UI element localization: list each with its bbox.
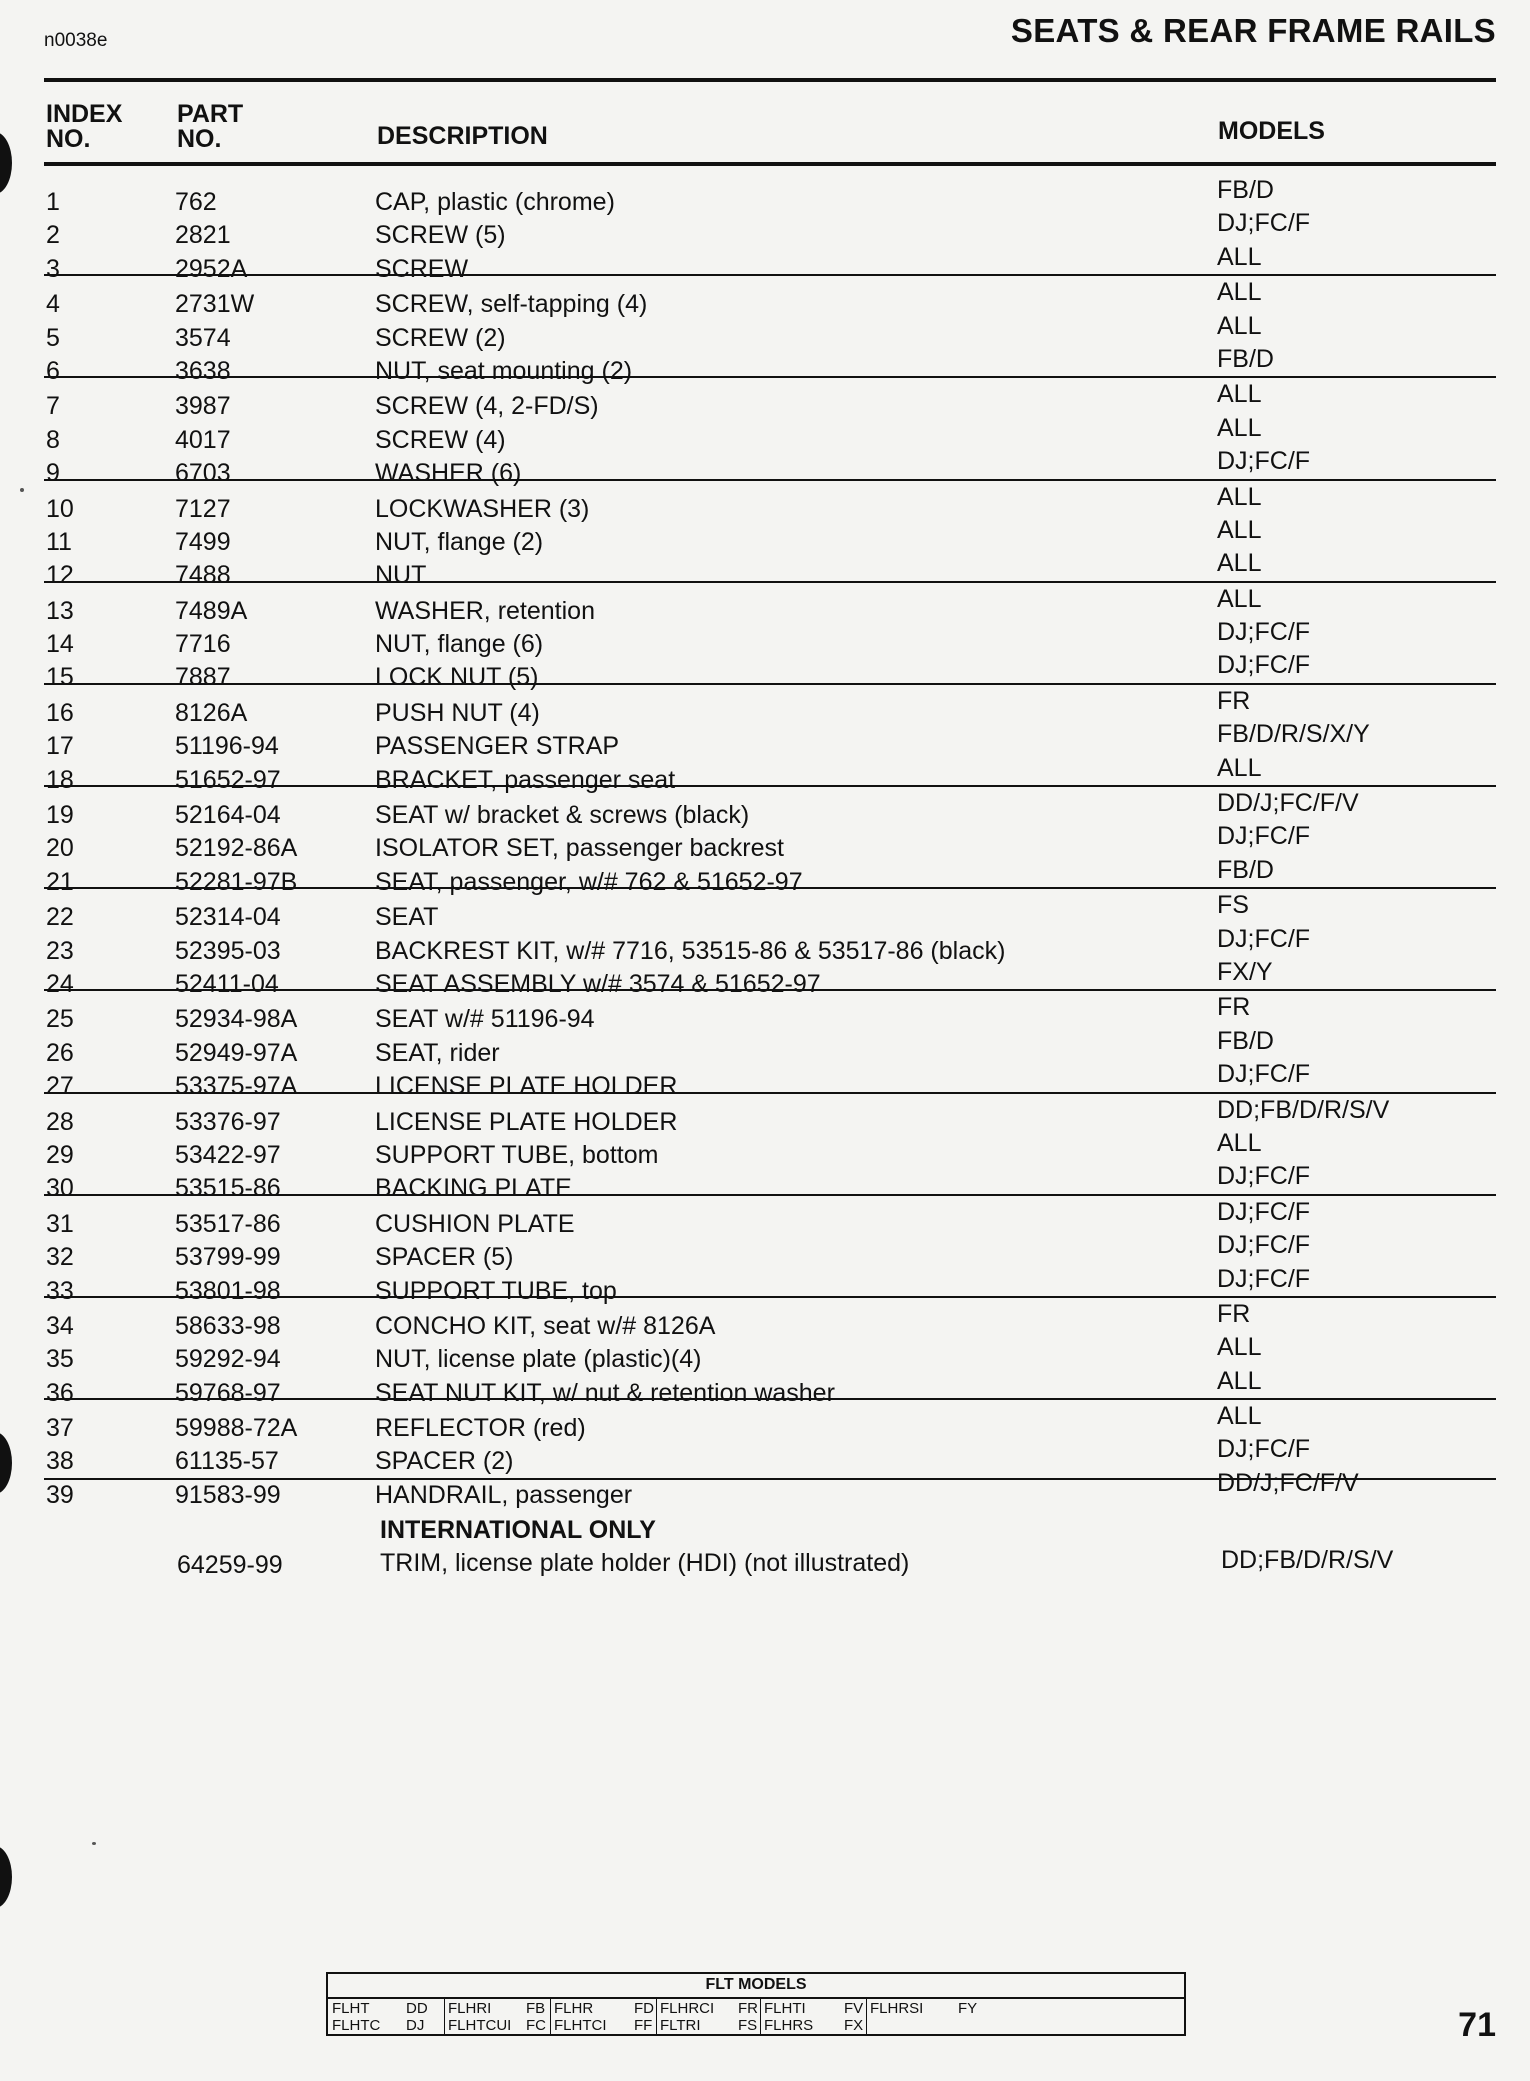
row-models: ALL xyxy=(1217,278,1262,307)
legend-column-divider xyxy=(656,1997,657,2034)
row-models: FX/Y xyxy=(1217,957,1273,986)
row-models: FB/D xyxy=(1217,1026,1274,1055)
row-description: SEAT xyxy=(375,903,439,932)
row-description: SEAT w/# 51196-94 xyxy=(375,1005,595,1034)
row-index: 29 xyxy=(46,1140,74,1169)
row-index: 24 xyxy=(46,969,74,998)
row-index: 22 xyxy=(46,903,74,932)
row-part-number: 7127 xyxy=(175,494,231,523)
row-part-number: 8126A xyxy=(175,698,248,727)
row-models: ALL xyxy=(1217,242,1262,271)
legend-model-code: DJ xyxy=(406,2017,425,2034)
table-row xyxy=(44,1092,1496,1136)
row-models: FR xyxy=(1217,993,1251,1022)
row-index: 3 xyxy=(46,254,60,283)
table-row xyxy=(44,820,1496,863)
international-heading: INTERNATIONAL ONLY xyxy=(380,1516,656,1544)
row-index: 9 xyxy=(46,459,60,488)
table-row xyxy=(44,1229,1496,1272)
row-description: CAP, plastic (chrome) xyxy=(375,188,615,216)
row-index: 8 xyxy=(46,425,60,454)
row-description: ISOLATOR SET, passenger backrest xyxy=(375,834,784,863)
table-row xyxy=(44,887,1496,932)
row-part-number: 59988-72A xyxy=(175,1414,298,1443)
row-part-number: 3574 xyxy=(175,323,231,352)
legend-model-code: FB xyxy=(526,2000,546,2017)
row-part-number: 59292-94 xyxy=(175,1345,281,1374)
row-part-number: 53422-97 xyxy=(175,1140,281,1169)
row-description: CONCHO KIT, seat w/# 8126A xyxy=(375,1311,716,1340)
row-part-number: 762 xyxy=(175,188,217,216)
row-models: FB/D xyxy=(1217,855,1274,884)
row-models: ALL xyxy=(1217,1128,1262,1157)
row-index: 32 xyxy=(46,1243,74,1272)
row-models: DJ;FC/F xyxy=(1217,924,1311,953)
row-models: ALL xyxy=(1217,1333,1262,1362)
table-row xyxy=(44,547,1496,590)
row-part-number: 7489A xyxy=(175,596,248,625)
row-models: ALL xyxy=(1217,380,1262,409)
row-part-number: 52164-04 xyxy=(175,801,281,830)
row-models: DJ;FC/F xyxy=(1217,1197,1311,1226)
row-index: 5 xyxy=(46,323,60,352)
row-part-number: 4017 xyxy=(175,425,231,454)
table-row xyxy=(44,412,1496,454)
speck xyxy=(20,488,24,492)
row-part-number: 52192-86A xyxy=(175,834,298,863)
row-models: DD;FB/D/R/S/V xyxy=(1217,1095,1390,1124)
legend-model-name: FLHTCUI xyxy=(448,2017,512,2034)
row-part-number: 7716 xyxy=(175,630,231,659)
row-description: SCREW (4) xyxy=(375,425,506,454)
row-index: 11 xyxy=(46,527,72,556)
table-row xyxy=(44,1194,1496,1238)
row-description: SEAT w/ bracket & screws (black) xyxy=(375,801,750,830)
row-part-number: 51652-97 xyxy=(175,765,281,794)
row-description: SCREW, self-tapping (4) xyxy=(375,290,648,319)
legend-model-code: FS xyxy=(738,2017,758,2034)
table-end-rule xyxy=(44,1478,1496,1480)
row-models: DJ;FC/F xyxy=(1217,1060,1311,1089)
row-description: SCREW (2) xyxy=(375,323,506,352)
row-description: SCREW (5) xyxy=(375,221,506,250)
row-index: 21 xyxy=(46,867,74,896)
row-description: SUPPORT TUBE, bottom xyxy=(375,1140,659,1169)
row-models: DJ;FC/F xyxy=(1217,209,1311,238)
row-description: NUT xyxy=(375,561,427,590)
row-description: LICENSE PLATE HOLDER xyxy=(375,1107,678,1136)
table-row xyxy=(44,956,1496,998)
legend-model-code: FV xyxy=(844,2000,864,2017)
row-models: DJ;FC/F xyxy=(1217,1162,1311,1191)
row-models: DD/J;FC/F/V xyxy=(1217,1468,1359,1497)
row-index: 37 xyxy=(46,1414,74,1443)
legend-column-divider xyxy=(866,1997,867,2034)
row-part-number: 3987 xyxy=(175,392,231,421)
legend-model-name: FLHR xyxy=(554,2000,594,2017)
table-row xyxy=(44,752,1496,794)
binder-hole xyxy=(0,1846,12,1908)
row-index: 15 xyxy=(46,663,74,692)
flt-models-legend xyxy=(326,1972,1186,2036)
row-part-number: 53517-86 xyxy=(175,1209,281,1238)
row-part-number: 6703 xyxy=(175,459,231,488)
row-index: 16 xyxy=(46,698,74,727)
row-part-number: 52949-97A xyxy=(175,1038,298,1067)
legend-model-name: FLHTCI xyxy=(554,2017,607,2034)
table-row xyxy=(44,174,1496,216)
row-part-number: 7488 xyxy=(175,561,231,590)
table-row xyxy=(44,310,1496,352)
table-row xyxy=(44,1263,1496,1305)
table-row xyxy=(44,445,1496,488)
row-models: FB/D/R/S/X/Y xyxy=(1217,720,1370,749)
table-row xyxy=(44,1365,1496,1407)
table-row xyxy=(44,1160,1496,1203)
row-part-number: 2821 xyxy=(175,221,231,250)
row-description: PASSENGER STRAP xyxy=(375,732,620,761)
row-description: SCREW (4, 2-FD/S) xyxy=(375,392,599,421)
row-part-number: 91583-99 xyxy=(175,1480,281,1509)
row-models: FB/D xyxy=(1217,344,1274,373)
row-description: SCREW xyxy=(375,254,469,283)
legend-model-code: FY xyxy=(958,2000,978,2017)
row-description: WASHER (6) xyxy=(375,459,522,488)
legend-model-name: FLHRS xyxy=(764,2017,814,2034)
row-description: BACKREST KIT, w/# 7716, 53515-86 & 53517-86 (black) xyxy=(375,936,1006,965)
page-number: 71 xyxy=(1458,2006,1496,2044)
row-description: HANDRAIL, passenger xyxy=(375,1480,633,1509)
row-models: DJ;FC/F xyxy=(1217,822,1311,851)
header-description: DESCRIPTION xyxy=(377,122,548,150)
table-row xyxy=(44,785,1496,830)
row-index: 35 xyxy=(46,1345,74,1374)
header-part-line1: PART xyxy=(177,100,244,128)
row-description: WASHER, retention xyxy=(375,596,595,625)
row-index: 19 xyxy=(46,801,74,830)
row-description: REFLECTOR (red) xyxy=(375,1414,586,1443)
speck xyxy=(92,1842,96,1845)
row-models: ALL xyxy=(1217,549,1262,578)
header-part xyxy=(177,102,243,152)
row-models: FS xyxy=(1217,891,1249,920)
parts-table xyxy=(44,174,1496,1509)
header-index-line1: INDEX xyxy=(46,100,123,128)
row-index: 18 xyxy=(46,765,74,794)
row-part-number: 61135-57 xyxy=(175,1447,279,1476)
row-index: 27 xyxy=(46,1072,74,1101)
row-description: SPACER (2) xyxy=(375,1447,514,1476)
table-row xyxy=(44,274,1496,319)
row-part-number: 51196-94 xyxy=(175,732,279,761)
row-description: BACKING PLATE xyxy=(375,1174,572,1203)
legend-model-name: FLTRI xyxy=(660,2017,701,2034)
row-index: 12 xyxy=(46,561,74,590)
legend-model-name: FLHT xyxy=(332,2000,370,2017)
table-row xyxy=(44,1331,1496,1374)
row-part-number: 53375-97A xyxy=(175,1072,298,1101)
row-index: 2 xyxy=(46,221,60,250)
table-row xyxy=(44,1296,1496,1340)
row-index: 33 xyxy=(46,1276,74,1305)
legend-column-divider xyxy=(760,1997,761,2034)
legend-model-code: DD xyxy=(406,2000,428,2017)
row-description: SEAT, passenger, w/# 762 & 51652-97 xyxy=(375,867,803,896)
row-part-number: 53515-86 xyxy=(175,1174,281,1203)
table-row xyxy=(44,683,1496,727)
row-description: NUT, flange (2) xyxy=(375,527,544,556)
row-index: 34 xyxy=(46,1311,74,1340)
table-row xyxy=(44,1025,1496,1067)
row-index: 6 xyxy=(46,356,60,385)
row-index: 38 xyxy=(46,1447,74,1476)
legend-column-divider xyxy=(444,1997,445,2034)
table-row xyxy=(44,241,1496,283)
row-part-number: 7499 xyxy=(175,527,231,556)
row-part-number: 2952A xyxy=(175,254,248,283)
row-part-number: 2731W xyxy=(175,290,255,319)
row-index: 26 xyxy=(46,1038,74,1067)
row-description: NUT, flange (6) xyxy=(375,630,544,659)
legend-column-divider xyxy=(550,1997,551,2034)
legend-model-code: FF xyxy=(634,2017,653,2034)
row-index: 30 xyxy=(46,1174,74,1203)
table-row xyxy=(44,1467,1496,1509)
legend-model-code: FD xyxy=(634,2000,654,2017)
row-models: ALL xyxy=(1217,515,1262,544)
table-row xyxy=(44,343,1496,385)
table-row xyxy=(44,1433,1496,1476)
row-description: SEAT NUT KIT, w/ nut & retention washer xyxy=(375,1378,835,1407)
row-part-number: 53376-97 xyxy=(175,1107,281,1136)
row-description: LICENSE PLATE HOLDER xyxy=(375,1072,678,1101)
legend-model-code: FC xyxy=(526,2017,546,2034)
row-description: SEAT ASSEMBLY w/# 3574 & 51652-97 xyxy=(375,969,821,998)
row-part-number: 52314-04 xyxy=(175,903,281,932)
row-index: 7 xyxy=(46,392,60,421)
row-index: 1 xyxy=(46,188,60,216)
legend-model-name: FLHRSI xyxy=(870,2000,924,2017)
row-models: DJ;FC/F xyxy=(1217,618,1311,647)
table-row xyxy=(44,989,1496,1034)
row-models: ALL xyxy=(1217,753,1262,782)
header-rule xyxy=(44,162,1496,166)
header-models: MODELS xyxy=(1218,117,1325,145)
table-row xyxy=(44,854,1496,896)
table-row xyxy=(44,514,1496,556)
table-row xyxy=(44,1127,1496,1169)
international-description: TRIM, license plate holder (HDI) (not illustrated) xyxy=(380,1549,910,1577)
table-row xyxy=(44,376,1496,421)
row-models: FB/D xyxy=(1217,176,1274,204)
row-part-number: 59768-97 xyxy=(175,1378,281,1407)
row-part-number: 52395-03 xyxy=(175,936,281,965)
row-models: ALL xyxy=(1217,584,1262,613)
row-index: 20 xyxy=(46,834,74,863)
legend-title: FLT MODELS xyxy=(705,1976,807,1993)
legend-model-name: FLHRI xyxy=(448,2000,492,2017)
legend-model-code: FR xyxy=(738,2000,758,2017)
row-index: 25 xyxy=(46,1005,74,1034)
row-models: FR xyxy=(1217,1299,1251,1328)
legend-model-name: FLHTC xyxy=(332,2017,381,2034)
table-row xyxy=(44,1058,1496,1101)
table-row xyxy=(44,616,1496,659)
row-description: SPACER (5) xyxy=(375,1243,514,1272)
row-models: ALL xyxy=(1217,413,1262,442)
row-part-number: 3638 xyxy=(175,356,231,385)
row-models: DJ;FC/F xyxy=(1217,447,1311,476)
row-description: PUSH NUT (4) xyxy=(375,698,540,727)
row-models: DJ;FC/F xyxy=(1217,1435,1311,1464)
row-index: 28 xyxy=(46,1107,74,1136)
row-models: ALL xyxy=(1217,482,1262,511)
row-description: NUT, seat mounting (2) xyxy=(375,356,633,385)
row-description: SEAT, rider xyxy=(375,1038,500,1067)
table-row xyxy=(44,923,1496,965)
row-models: DJ;FC/F xyxy=(1217,1264,1311,1293)
table-row xyxy=(44,1398,1496,1443)
row-models: DJ;FC/F xyxy=(1217,1231,1311,1260)
header-index xyxy=(46,102,122,152)
row-index: 31 xyxy=(46,1209,74,1238)
row-models: ALL xyxy=(1217,311,1262,340)
row-part-number: 52934-98A xyxy=(175,1005,298,1034)
row-part-number: 52411-04 xyxy=(175,969,279,998)
table-row xyxy=(44,479,1496,523)
row-models: DJ;FC/F xyxy=(1217,651,1311,680)
row-index: 17 xyxy=(46,732,74,761)
legend-model-code: FX xyxy=(844,2017,864,2034)
row-index: 10 xyxy=(46,494,74,523)
row-index: 23 xyxy=(46,936,74,965)
international-models: DD;FB/D/R/S/V xyxy=(1221,1546,1394,1574)
top-rule xyxy=(44,78,1496,82)
row-part-number: 58633-98 xyxy=(175,1311,281,1340)
table-row xyxy=(44,581,1496,625)
row-index: 4 xyxy=(46,290,60,319)
row-models: DD/J;FC/F/V xyxy=(1217,789,1359,818)
table-row xyxy=(44,649,1496,692)
row-part-number: 53801-98 xyxy=(175,1276,281,1305)
row-description: BRACKET, passenger seat xyxy=(375,765,676,794)
row-index: 13 xyxy=(46,596,74,625)
row-index: 36 xyxy=(46,1378,74,1407)
document-code: n0038e xyxy=(44,30,108,51)
row-part-number: 7887 xyxy=(175,663,231,692)
legend-divider xyxy=(328,1997,1184,1999)
row-description: NUT, license plate (plastic)(4) xyxy=(375,1345,702,1374)
row-index: 39 xyxy=(46,1480,74,1509)
row-models: ALL xyxy=(1217,1366,1262,1395)
row-part-number: 52281-97B xyxy=(175,867,298,896)
row-description: LOCKWASHER (3) xyxy=(375,494,590,523)
row-part-number: 53799-99 xyxy=(175,1243,281,1272)
row-description: LOCK NUT (5) xyxy=(375,663,539,692)
page-title: SEATS & REAR FRAME RAILS xyxy=(1010,12,1496,49)
legend-model-name: FLHRCI xyxy=(660,2000,715,2017)
binder-hole xyxy=(0,132,12,194)
row-index: 14 xyxy=(46,630,74,659)
legend-model-name: FLHTI xyxy=(764,2000,806,2017)
table-row xyxy=(44,718,1496,761)
row-description: CUSHION PLATE xyxy=(375,1209,575,1238)
header-part-line2: NO. xyxy=(177,125,222,153)
row-models: FR xyxy=(1217,686,1251,715)
row-description: SUPPORT TUBE, top xyxy=(375,1276,617,1305)
row-models: ALL xyxy=(1217,1402,1262,1431)
international-part: 64259-99 xyxy=(177,1551,283,1579)
binder-hole xyxy=(0,1432,12,1494)
table-row xyxy=(44,207,1496,250)
header-index-line2: NO. xyxy=(46,125,91,153)
